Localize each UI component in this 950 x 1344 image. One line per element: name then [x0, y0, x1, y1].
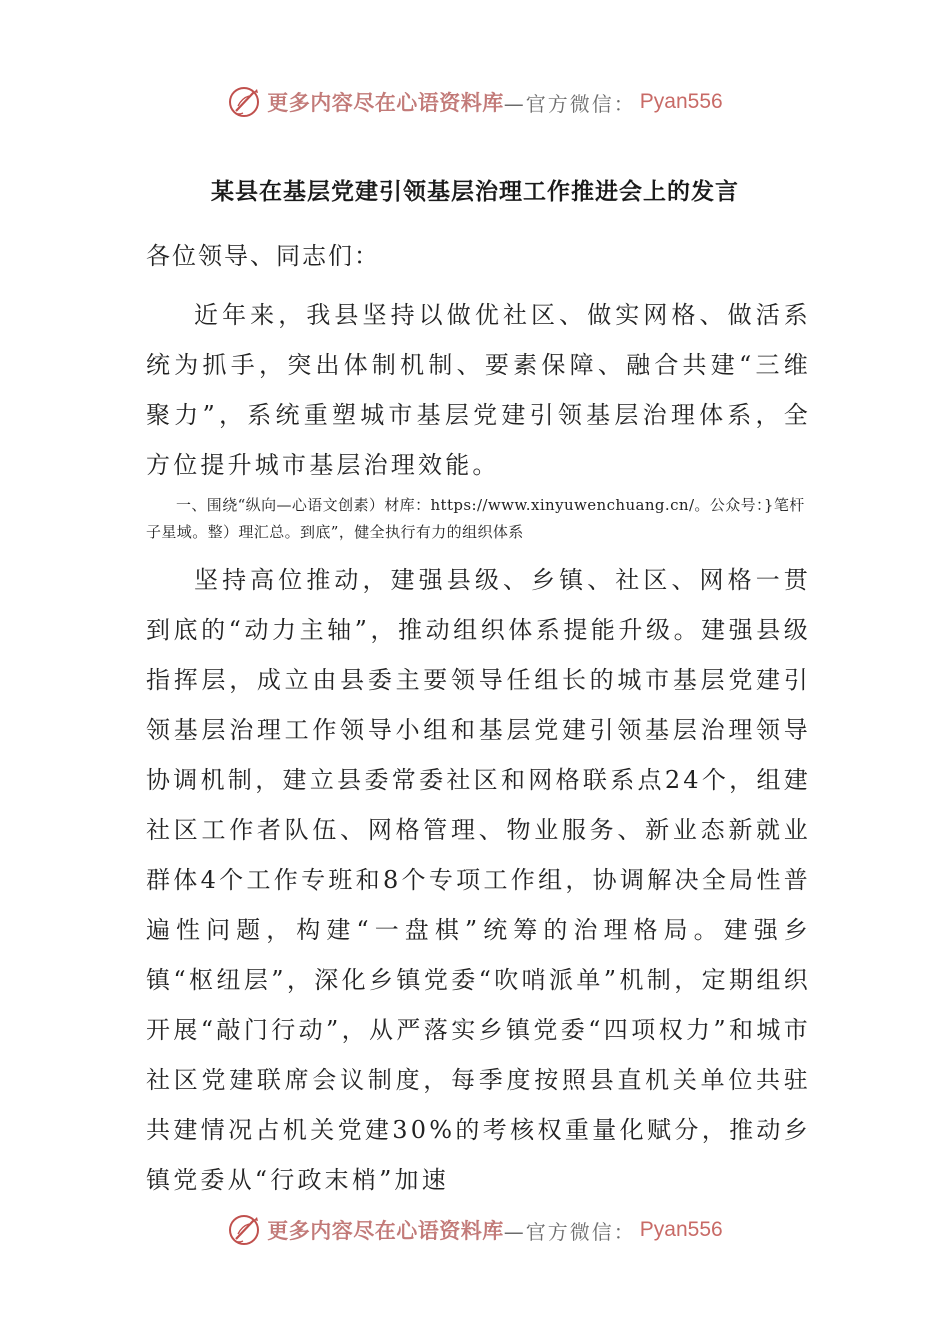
banner-brand-text: 更多内容尽在心语资料库	[267, 1219, 504, 1243]
footer-banner	[0, 1208, 950, 1252]
paragraph-intro: 近年来，我县坚持以做优社区、做实网格、做活系统为抓手，突出体制机制、要素保障、融合共建“三维聚力”，系统重塑城市基层党建引领基层治理体系，全方位提升城市基层治理效能。	[146, 301, 811, 479]
paragraph-body: 坚持高位推动，建强县级、乡镇、社区、网格一贯到底的“动力主轴”，推动组织体系提能升级。建强县级指挥层，成立由县委主要领导任组长的城市基层党建引领基层治理工作领导小组和基层党建引领基层治理领导协调机制，建立县委常委社区和网格联系点24个，组建社区工作者队伍、网格管理、物业服务、新业态新就业群体4个工作专班和8个专项工作组，协调解决全局性普遍性问题，构建“一盘棋”统筹的治理格局。建强乡镇“枢纽层”，深化乡镇党委“吹哨派单”机制，定期组织开展“敲门行动”，从严落实乡镇党委“四项权力”和城市社区党建联席会议制度，每季度按照县直机关单位共驻共建情况占机关党建30%的考核权重量化赋分，推动乡镇党委从“行政末梢”加速	[146, 566, 811, 1194]
document-title: 某县在基层党建引领基层治理工作推进会上的发言	[211, 178, 739, 205]
banner-brand-text: 更多内容尽在心语资料库	[267, 91, 504, 115]
banner-wechat-id: Pyan556	[639, 1218, 723, 1241]
banner-wechat-id: Pyan556	[639, 90, 723, 113]
pen-logo-icon	[227, 84, 263, 120]
banner-wechat-label: —官方微信：	[503, 1219, 636, 1244]
pen-logo-icon	[227, 1212, 263, 1248]
salutation: 各位领导、同志们：	[146, 242, 380, 270]
banner-wechat-label: —官方微信：	[503, 91, 636, 116]
header-banner	[0, 80, 950, 124]
section-heading: 一、围绕“纵向—心语文创素）材库：https://www.xinyuwenchuang.cn/。公众号：}笔杆子星域。整）理汇总。到底”，健全执行有力的组织体系	[146, 496, 805, 541]
